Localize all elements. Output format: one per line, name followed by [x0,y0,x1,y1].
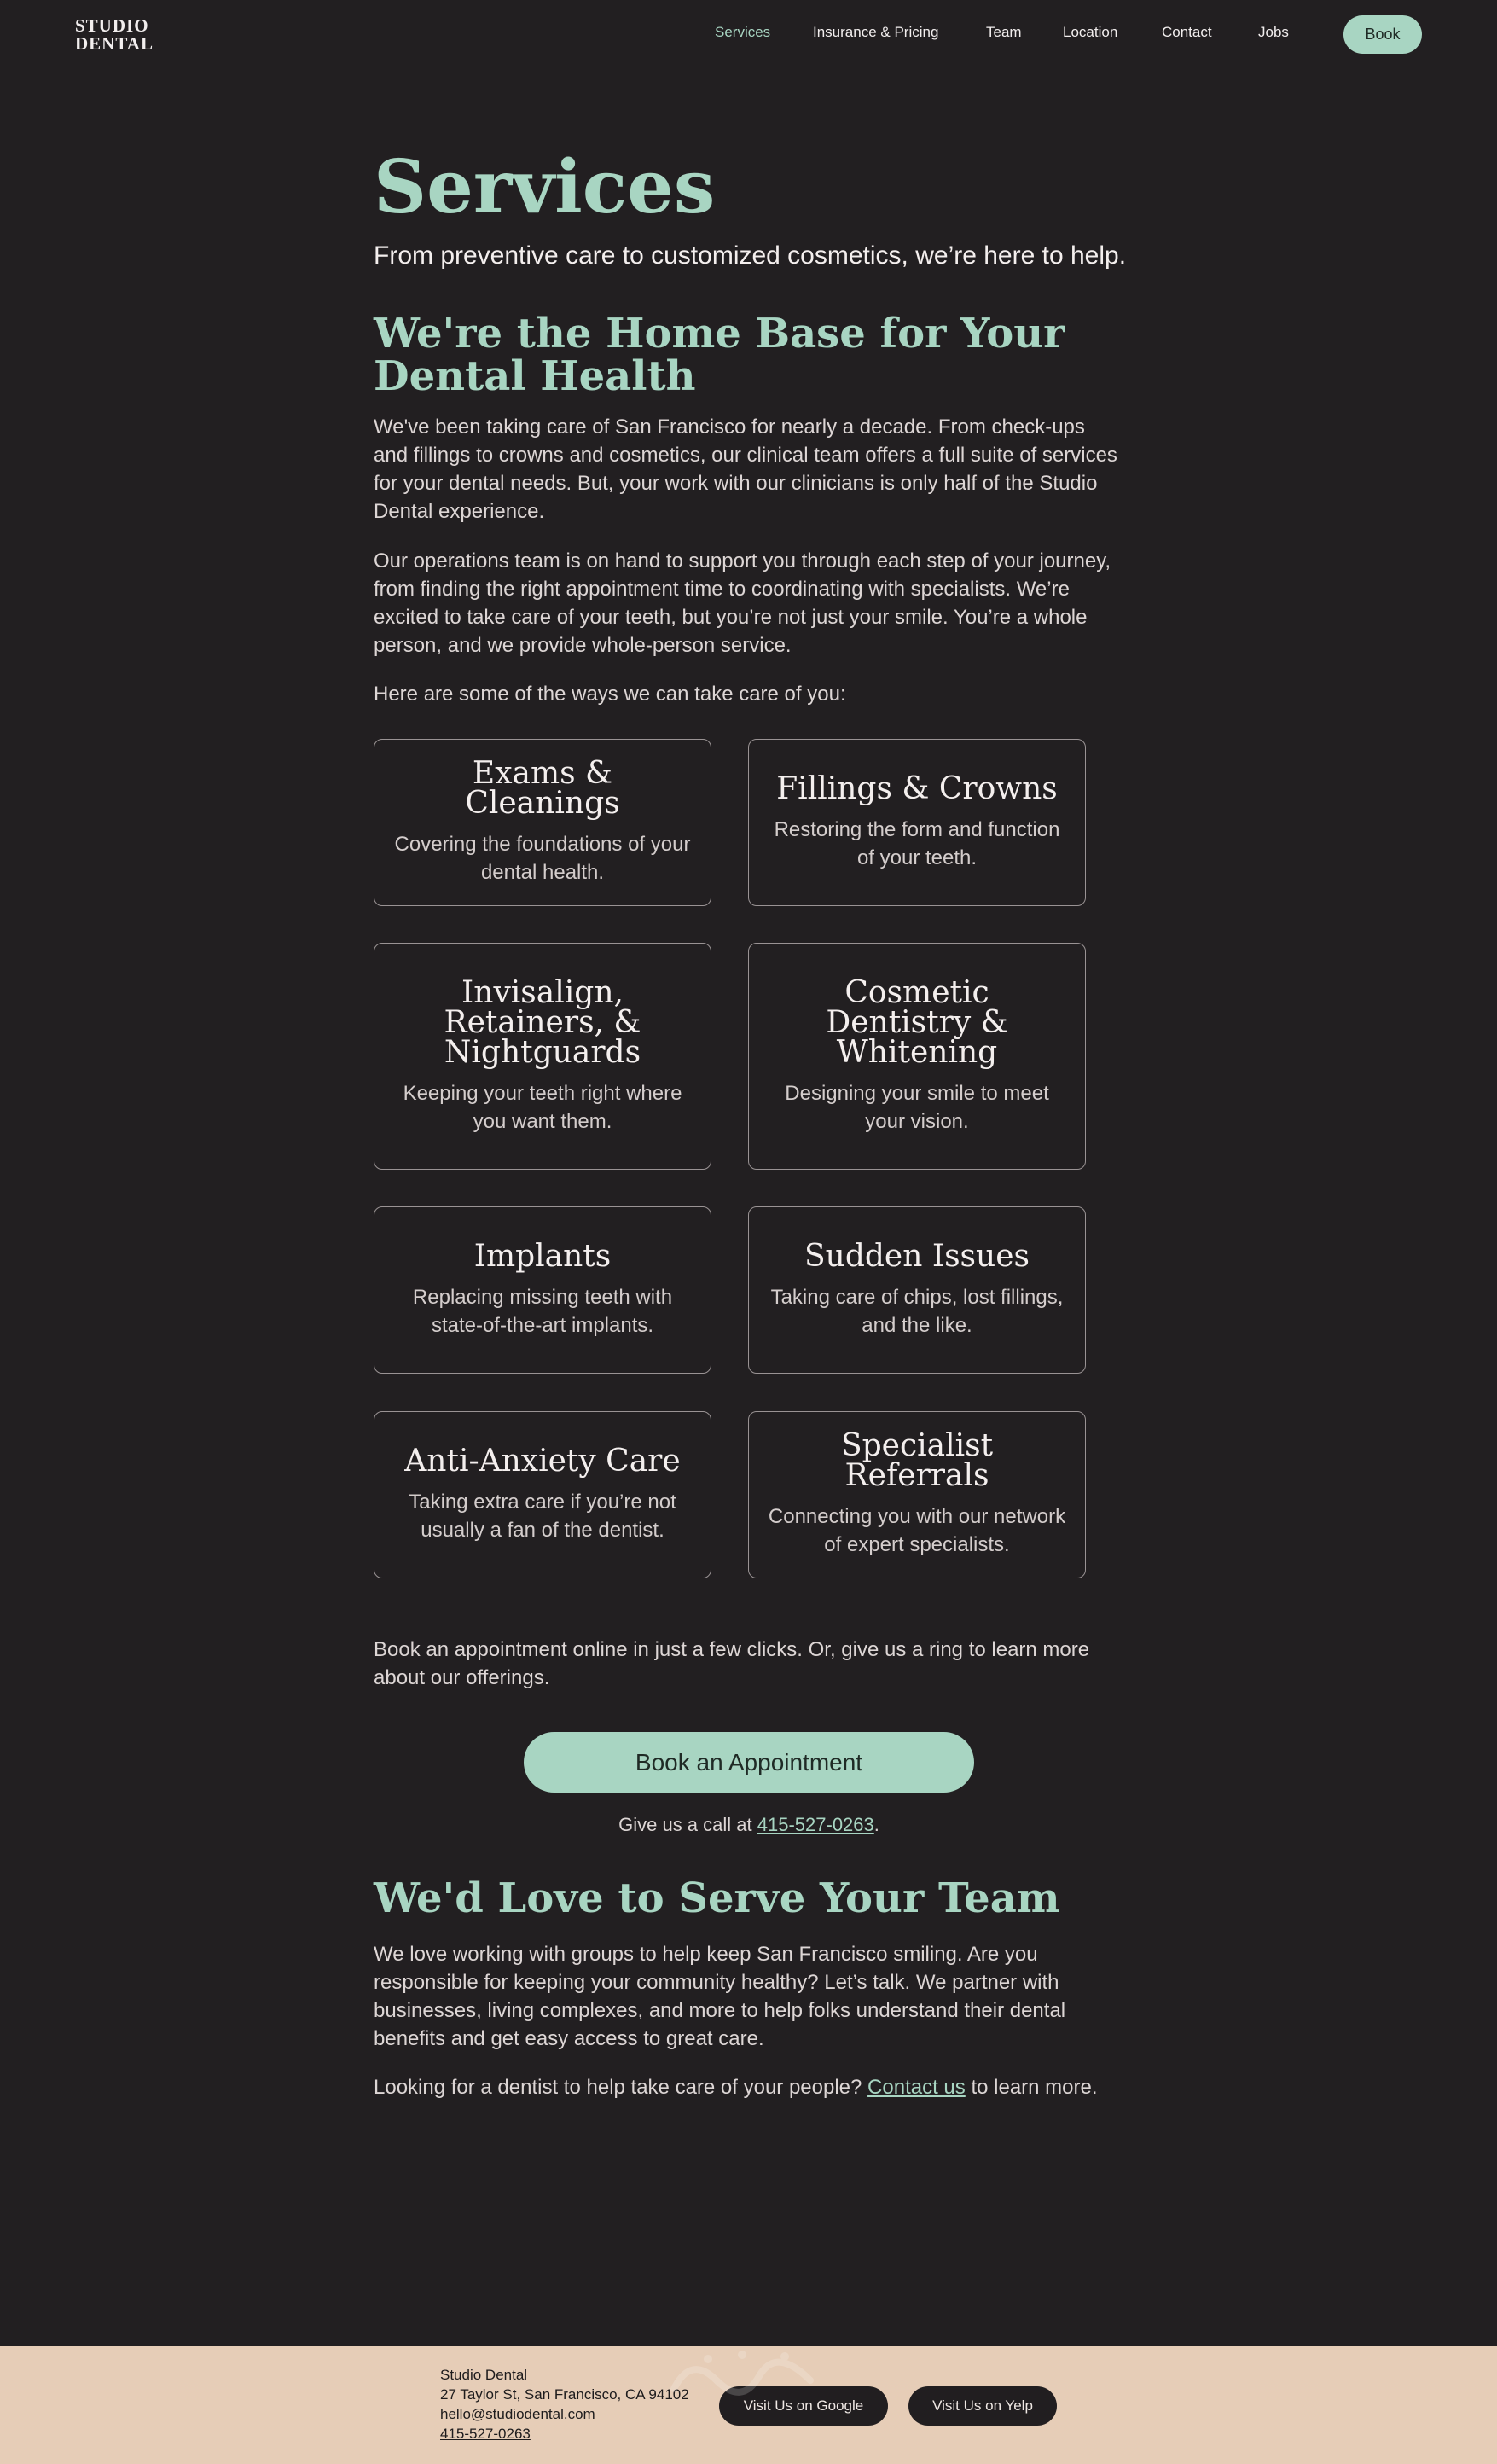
service-card-title: Anti-Anxiety Care [404,1443,681,1479]
watermark-logo [657,2338,844,2415]
book-appointment-button[interactable]: Book an Appointment [524,1732,974,1793]
visit-google-button[interactable]: Visit Us on Google [719,2386,888,2426]
service-card-fillings-crowns[interactable] [748,739,1086,906]
logo-line-1: STUDIO [75,15,149,36]
intro-paragraph-2: Our operations team is on hand to support you through each step of your journey, from finding the right appointment time to coordinating with specialists. We’re excited to take care of your teeth, but you’re not just your smile. You’re a whole person, and we provide whole-person service. [374,549,1111,657]
page-title: Services [374,144,716,230]
book-button[interactable]: Book [1343,15,1422,54]
footer-phone-link[interactable]: 415-527-0263 [440,2426,531,2442]
visit-yelp-button[interactable]: Visit Us on Yelp [908,2386,1057,2426]
phone-link[interactable]: 415-527-0263 [757,1814,874,1835]
logo-line-2: DENTAL [75,33,154,54]
team-cta [374,2073,1124,2101]
service-card-desc: Replacing missing teeth with state-of-the-art implants. [412,1285,673,1337]
team-heading: We'd Love to Serve Your Team [374,1874,1060,1922]
service-card-desc: Connecting you with our network of expert specialists. [768,1505,1066,1556]
service-card-exams-cleanings[interactable] [374,739,711,906]
footer-address: 27 Taylor St, San Francisco, CA 94102 [440,2386,689,2403]
booking-text: Book an appointment online in just a few clicks. Or, give us a ring to learn more about our offerings. [374,1638,1090,1689]
footer-contact-info [440,2365,689,2444]
service-card-implants[interactable] [374,1206,711,1374]
service-card-title: Specialist Referrals [840,1428,994,1493]
service-card-desc: Designing your smile to meet your vision. [785,1081,1049,1133]
service-card-invisalign[interactable] [374,943,711,1170]
service-card-sudden-issues[interactable] [748,1206,1086,1374]
service-card-specialist-referrals[interactable] [748,1411,1086,1578]
service-card-desc: Taking extra care if you’re not usually a fan of the dentist. [409,1490,676,1542]
service-card-desc: Covering the foundations of your dental health. [394,833,691,884]
service-card-title: Implants [473,1238,612,1274]
service-card-desc: Taking care of chips, lost fillings, and the like. [770,1285,1064,1337]
main-nav [0,24,1497,44]
site-header [0,0,1497,68]
home-base-heading: We're the Home Base for Your Dental Health [374,310,1065,400]
page-subtitle: From preventive care to customized cosmetics, we’re here to help. [374,241,1127,270]
service-card-title: Fillings & Crowns [776,770,1058,806]
call-suffix: . [873,1814,879,1835]
service-card-anti-anxiety[interactable] [374,1411,711,1578]
service-card-title: Invisalign, Retainers, & Nightguards [444,974,641,1070]
intro-paragraph-3: Here are some of the ways we can take care of you: [374,683,846,706]
call-prefix: Give us a call at [618,1814,757,1835]
nav-team[interactable]: Team [986,24,1022,40]
service-card-title: Exams & Cleanings [465,756,620,821]
team-cta-suffix: to learn more. [965,2076,1098,2099]
intro-paragraph-1: We've been taking care of San Francisco for nearly a decade. From check-ups and fillings to crowns and cosmetics, our clinical team offers a full suite of services for your dental needs. But, your work with our clinicians is only half of the Studio Dental experience. [374,416,1117,523]
nav-insurance-pricing[interactable]: Insurance & Pricing [813,24,939,40]
call-line [374,1812,1124,1838]
nav-services[interactable]: Services [715,24,771,40]
footer-email-link[interactable]: hello@studiodental.com [440,2406,595,2422]
service-card-desc: Keeping your teeth right where you want them. [403,1081,682,1133]
nav-jobs[interactable]: Jobs [1258,24,1289,40]
contact-us-link[interactable]: Contact us [867,2076,966,2099]
nav-contact[interactable]: Contact [1162,24,1212,40]
service-card-cosmetic-whitening[interactable] [748,943,1086,1170]
footer-name: Studio Dental [440,2367,528,2383]
nav-location[interactable]: Location [1063,24,1118,40]
service-card-title: Sudden Issues [804,1238,1030,1274]
service-card-title: Cosmetic Dentistry & Whitening [826,974,1008,1070]
team-paragraph: We love working with groups to help keep San Francisco smiling. Are you responsible for keeping your community healthy? Let’s talk. We partner with businesses, living complexes, and more to help folks understand their dental benefits and get easy access to great care. [374,1943,1066,2050]
service-card-desc: Restoring the form and function of your teeth. [774,817,1060,869]
team-cta-prefix: Looking for a dentist to help take care of your people? [374,2076,868,2099]
